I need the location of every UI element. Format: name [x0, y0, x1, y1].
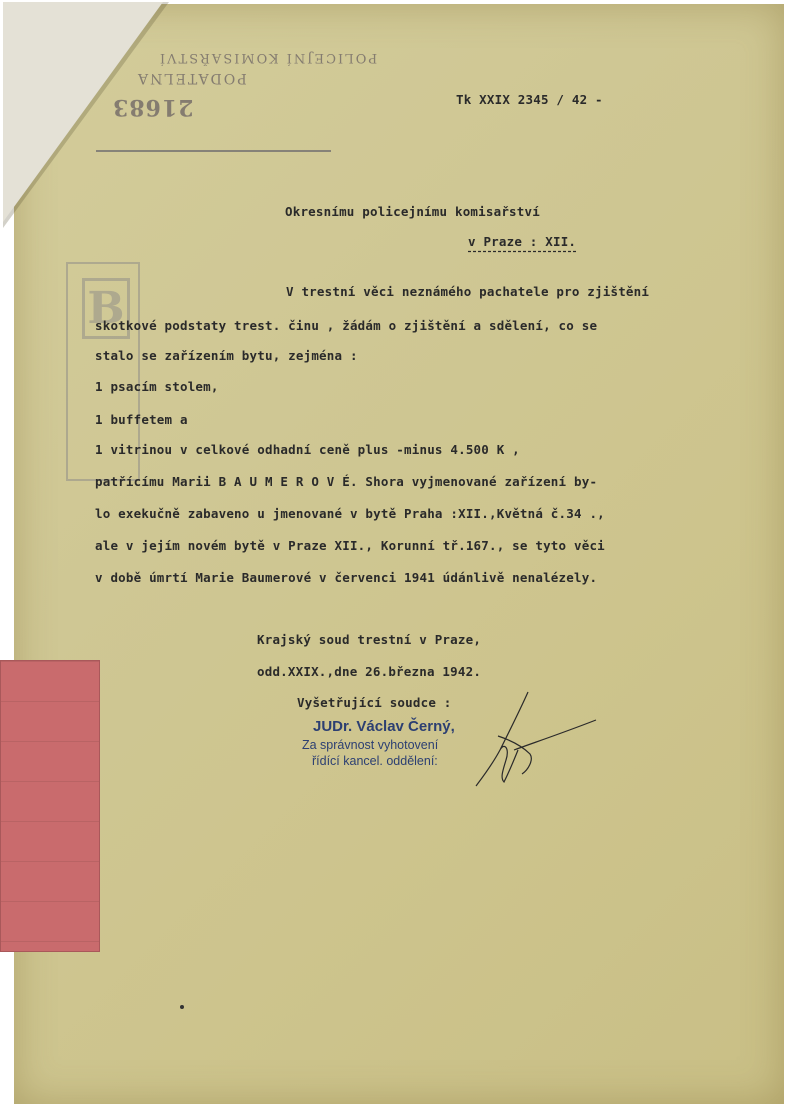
body-line: patřícímu Marii B A U M E R O V É. Shora vyjmenované zařízení by- [95, 474, 598, 489]
handwritten-signature [470, 690, 600, 790]
paper-speck [180, 1005, 184, 1009]
body-line: 1 psacím stolem, [95, 379, 219, 394]
body-line: 1 vitrinou v celkové odhadní ceně plus -minus 4.500 K , [95, 442, 520, 457]
margin-stamp-letter: B [82, 278, 130, 339]
reference-number: Tk XXIX 2345 / 42 - [456, 92, 603, 107]
body-line: ale v jejím novém bytě v Praze XII., Korunní tř.167., se tyto věci [95, 538, 605, 553]
body-line: skotkové podstaty trest. činu , žádám o zjištění a sdělení, co se [95, 318, 598, 333]
received-stamp-number: 21683 [112, 94, 194, 120]
body-line: 1 buffetem a [95, 412, 188, 427]
closing-court: Krajský soud trestní v Praze, [257, 632, 482, 647]
received-stamp-line: PODATELNA [136, 70, 247, 86]
signature-stamp-line: Za správnost vyhotovení [302, 738, 439, 752]
address-line-1: Okresnímu policejnímu komisařství [285, 204, 540, 219]
closing-date: odd.XXIX.,dne 26.března 1942. [257, 664, 482, 679]
closing-role: Vyšetřující soudce : [297, 695, 452, 710]
folded-corner [3, 2, 163, 222]
address-line-2: v Praze : XII. [468, 234, 577, 249]
body-line: lo exekučně zabaveno u jmenované v bytě Praha :XII.,Květná č.34 ., [95, 506, 605, 521]
body-line: V trestní věci neznámého pachatele pro zjištění [286, 284, 650, 299]
body-line: stalo se zařízením bytu, zejména : [95, 348, 358, 363]
signature-stamp-line: řídící kancel. oddělení: [312, 754, 438, 768]
body-line: v době úmrtí Marie Baumerové v červenci 1941 údánlivě nenalézely. [95, 570, 598, 585]
signature-stamp-name: JUDr. Václav Černý, [313, 718, 455, 735]
received-stamp-line: POLICEJNÍ KOMISAŘSTVÍ [158, 50, 378, 65]
red-divider-tab [0, 660, 100, 952]
